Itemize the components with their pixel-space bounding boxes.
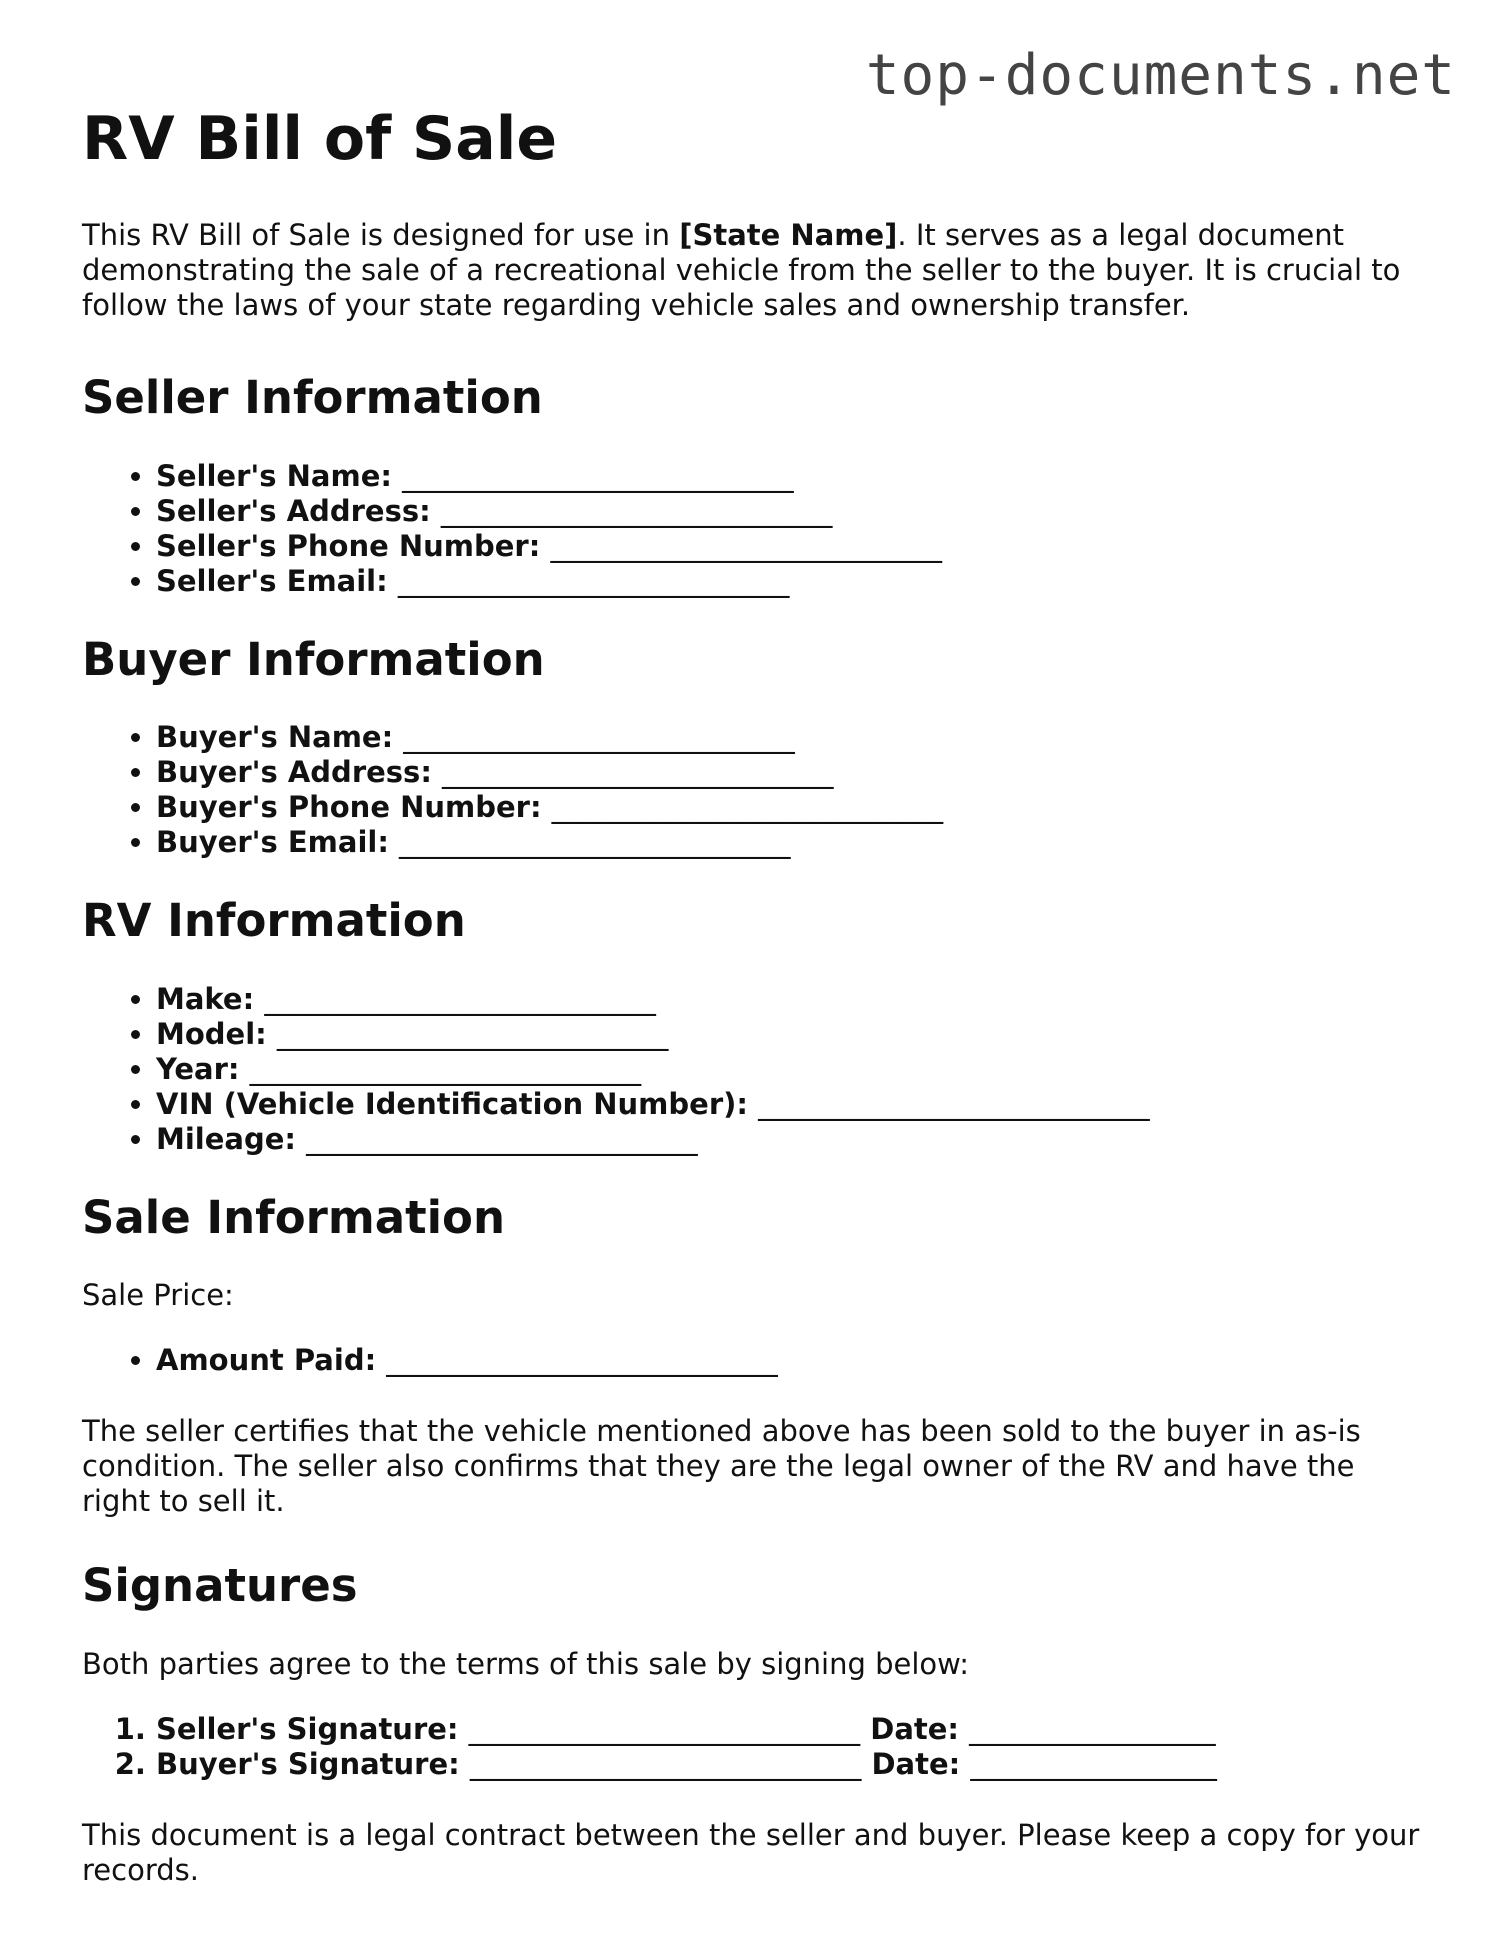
buyer-signature-field[interactable]: 2. Buyer's Signature: ___________________________ Date: _________________ [156, 1747, 1422, 1782]
closing-paragraph: This document is a legal contract between the seller and buyer. Please keep a copy for your records. [82, 1817, 1420, 1887]
rv-model-field[interactable]: • Model: ___________________________ [156, 1017, 1422, 1052]
signature-list [82, 1712, 1422, 1782]
document-page [82, 106, 1422, 1934]
seller-name-field[interactable]: • Seller's Name: ___________________________ [156, 459, 1422, 494]
rv-make-field[interactable]: • Make: ___________________________ [156, 982, 1422, 1017]
seller-phone-field[interactable]: • Seller's Phone Number: ___________________________ [156, 529, 1422, 564]
seller-email-field[interactable]: • Seller's Email: ___________________________ [156, 564, 1422, 599]
seller-list [82, 459, 1422, 599]
buyer-email-field[interactable]: • Buyer's Email: ___________________________ [156, 825, 1422, 860]
certification-paragraph: The seller certifies that the vehicle mentioned above has been sold to the buyer in as-is condition. The seller also confirms that they are the legal owner of the RV and have the right to sell it. [82, 1414, 1361, 1518]
buyer-name-field[interactable]: • Buyer's Name: ___________________________ [156, 720, 1422, 755]
buyer-list [82, 720, 1422, 860]
state-name-placeholder: [State Name] [679, 218, 898, 252]
sale-price-label: Sale Price: [82, 1278, 234, 1312]
buyer-phone-field[interactable]: • Buyer's Phone Number: ___________________________ [156, 790, 1422, 825]
sale-list [82, 1343, 1422, 1378]
intro-paragraph: This RV Bill of Sale is designed for use in [State Name]. It serves as a legal document demonstrating the sale of a recreational vehicle from the seller to the buyer. It is crucial to follow the laws of your state regarding vehicle sales and ownership transfer. [82, 218, 1401, 322]
rv-mileage-field[interactable]: • Mileage: ___________________________ [156, 1122, 1422, 1157]
seller-heading: Seller Information [82, 371, 543, 424]
buyer-address-field[interactable]: • Buyer's Address: ___________________________ [156, 755, 1422, 790]
amount-paid-field[interactable]: • Amount Paid: ___________________________ [156, 1343, 1422, 1378]
signatures-intro: Both parties agree to the terms of this sale by signing below: [82, 1646, 970, 1681]
seller-address-field[interactable]: • Seller's Address: ___________________________ [156, 494, 1422, 529]
buyer-heading: Buyer Information [82, 632, 545, 686]
sale-heading: Sale Information [82, 1190, 505, 1244]
rv-vin-field[interactable]: • VIN (Vehicle Identification Number): ___________________________ [156, 1087, 1422, 1122]
rv-year-field[interactable]: • Year: ___________________________ [156, 1052, 1422, 1087]
document-title: RV Bill of Sale [82, 104, 558, 174]
rv-list [82, 982, 1422, 1157]
signatures-heading: Signatures [82, 1559, 358, 1612]
watermark: top-documents.net [865, 43, 1456, 108]
seller-signature-field[interactable]: 1. Seller's Signature: ___________________________ Date: _________________ [156, 1712, 1422, 1747]
rv-heading: RV Information [82, 894, 466, 947]
